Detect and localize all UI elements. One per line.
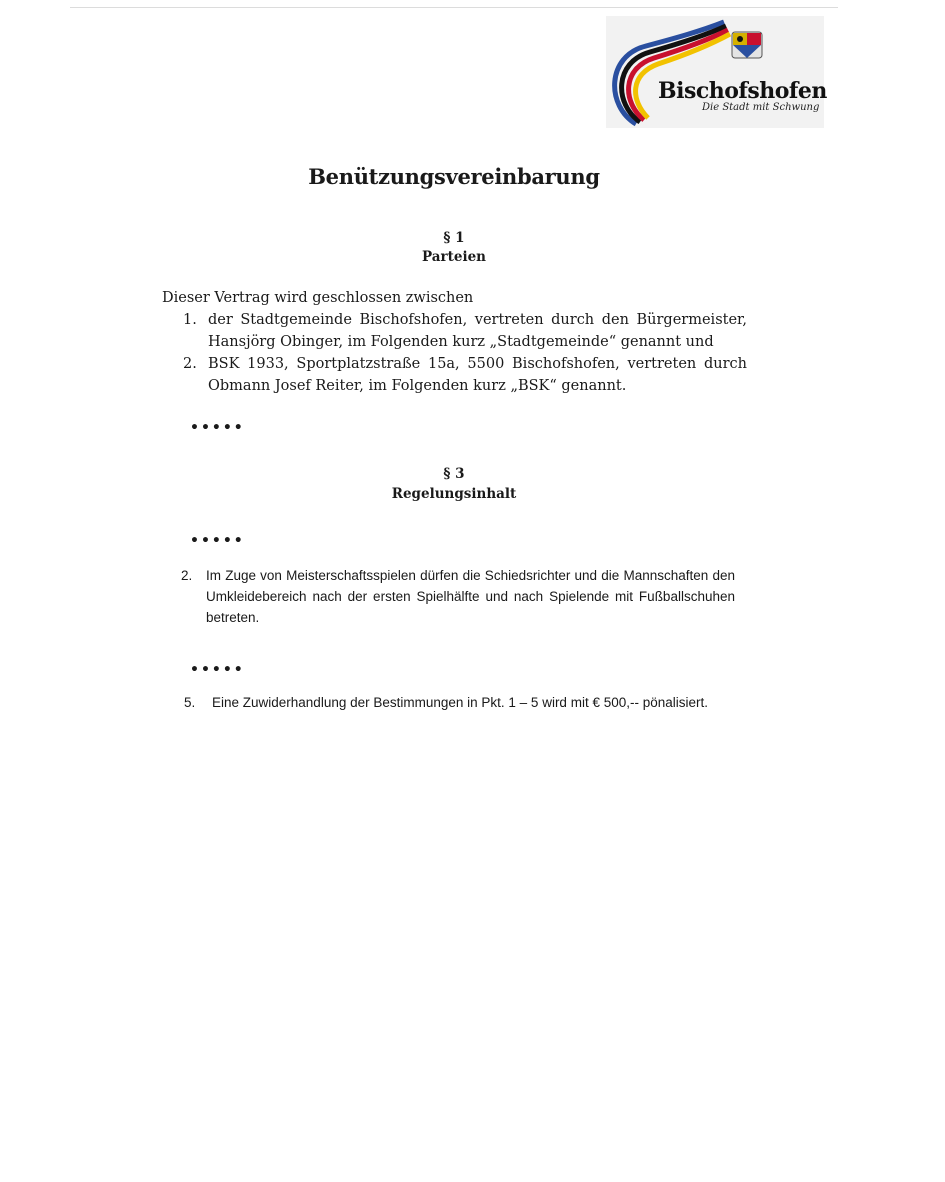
logo-tagline: Die Stadt mit Schwung (702, 102, 820, 113)
section-1-number: § 1 (443, 230, 465, 246)
document-title: Benützungsvereinbarung (308, 164, 600, 189)
list-text: der Stadtgemeinde Bischofshofen, vertreten durch den Bürgermeister, Hansjörg Obinger, im Folgenden kurz „Stadtgemeinde“ genannt und (208, 312, 747, 350)
rule-item-2 (181, 565, 735, 628)
section-3-number: § 3 (443, 466, 465, 482)
party-item-1 (183, 309, 747, 353)
omission-dots: ••••• (190, 420, 245, 436)
party-item-2 (183, 353, 747, 397)
list-text: Eine Zuwiderhandlung der Bestimmungen in Pkt. 1 – 5 wird mit € 500,-- pönalisiert. (212, 695, 708, 710)
section-1-heading: Parteien (421, 249, 486, 265)
list-text: Im Zuge von Meisterschaftsspielen dürfen die Schiedsrichter und die Mannschaften den Umkleidebereich nach der ersten Spielhälfte und nach Spielende mit Fußballschuhen betreten. (206, 568, 735, 625)
list-text: BSK 1933, Sportplatzstraße 15a, 5500 Bischofshofen, vertreten durch Obmann Josef Reiter, im Folgenden kurz „BSK“ genannt. (208, 356, 747, 394)
list-number: 5. (184, 695, 196, 710)
contract-intro: Dieser Vertrag wird geschlossen zwischen (162, 290, 474, 306)
section-3-heading: Regelungsinhalt (391, 486, 517, 502)
list-number: 2. (183, 356, 197, 372)
logo-wordmark: Bischofshofen (658, 78, 827, 104)
list-number: 1. (183, 312, 197, 328)
omission-dots: ••••• (190, 533, 245, 549)
rule-item-5 (184, 692, 748, 713)
omission-dots: ••••• (190, 662, 245, 678)
top-rule (70, 7, 838, 8)
bischofshofen-logo (606, 16, 827, 128)
list-number: 2. (181, 568, 193, 583)
